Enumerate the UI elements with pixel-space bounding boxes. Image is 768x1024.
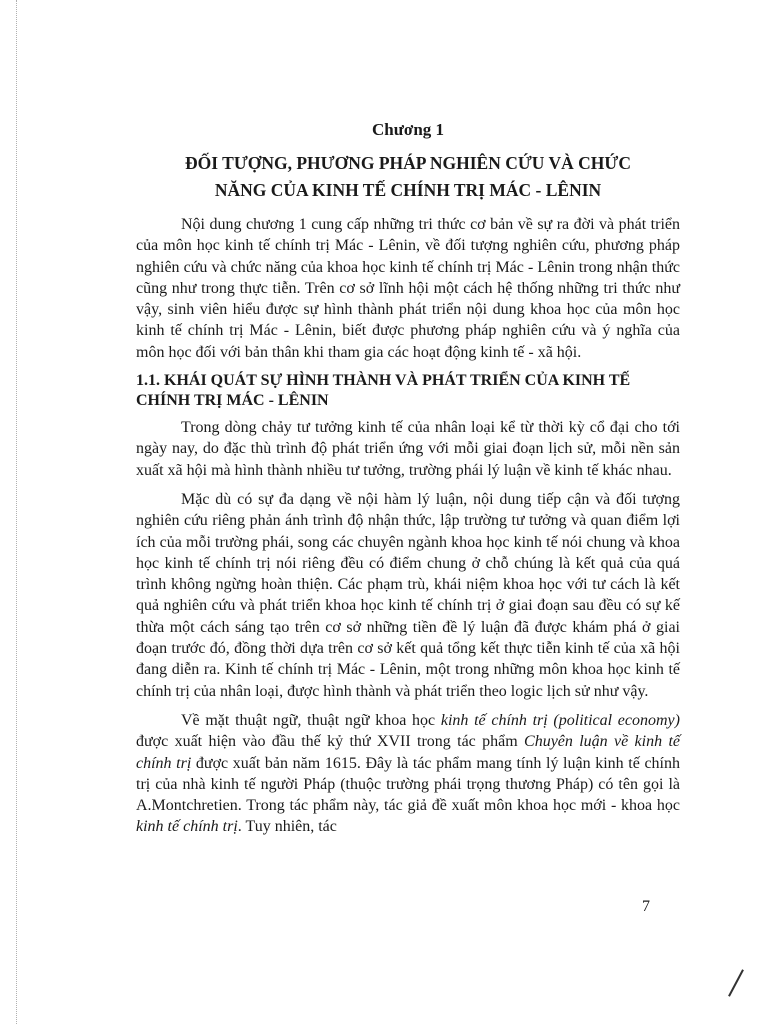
para3-italic-term-2: kinh tế chính trị — [136, 818, 238, 836]
intro-paragraph: Nội dung chương 1 cung cấp những tri thức cơ bản về sự ra đời và phát triển của môn học kinh tế chính trị Mác - Lênin, về đối tượng nghiên cứu, phương pháp nghiên cứu và chức năng của khoa học kinh tế chính trị Mác - Lênin trong nhận thức cũng như trong thực tiễn. Trên cơ sở lĩnh hội một cách hệ thống những tri thức như vậy, sinh viên hiểu được sự hình thành phát triển nội dung khoa học của môn học kinh tế chính trị Mác - Lênin, biết được phương pháp nghiên cứu và ý nghĩa của môn học đối với bản thân khi tham gia các hoạt động kinh tế - xã hội. — [136, 216, 680, 361]
para3-text-4: . Tuy nhiên, tác — [237, 818, 337, 836]
para3-italic-work-title: Chuyên luận về kinh tế chính trị — [136, 733, 680, 772]
page-number: 7 — [642, 898, 650, 915]
body-paragraph-3 — [136, 710, 680, 838]
body-paragraph-1: Trong dòng chảy tư tưởng kinh tế của nhân loại kể từ thời kỳ cổ đại cho tới ngày nay, do đặc thù trình độ phát triển ứng với mỗi giai đoạn lịch sử, mỗi nền sản xuất xã hội mà hình thành nhiều tư tưởng, trường phái lý luận về kinh tế khác nhau. — [136, 419, 680, 479]
section-heading: 1.1. KHÁI QUÁT SỰ HÌNH THÀNH VÀ PHÁT TRIỂN CỦA KINH TẾ CHÍNH TRỊ MÁC - LÊNIN — [136, 372, 631, 410]
chapter-title-line1: ĐỐI TƯỢNG, PHƯƠNG PHÁP NGHIÊN CỨU VÀ CHỨC — [185, 153, 631, 173]
para3-text-2: được xuất hiện vào đầu thế kỷ thứ XVII trong tác phẩm — [136, 733, 525, 751]
body-paragraph-2: Mặc dù có sự đa dạng về nội hàm lý luận, nội dung tiếp cận và đối tượng nghiên cứu riêng phản ánh trình độ nhận thức, lập trường tư tưởng và quan điểm lợi ích của mỗi trường phái, song các chuyên ngành khoa học kinh tế nói chung và khoa học kinh tế chính trị nói riêng đều có điểm chung ở chỗ chúng là kết quả của quá trình không ngừng hoàn thiện. Các phạm trù, khái niệm khoa học với tư cách là kết quả nghiên cứu và phát triển khoa học kinh tế chính trị ở giai đoạn sau đều có sự kế thừa một cách sáng tạo trên cơ sở những tiền đề lý luận đã được khám phá ở giai đoạn trước đó, đồng thời dựa trên cơ sở kết quả tổng kết thực tiễn kinh tế của xã hội đang diễn ra. Kinh tế chính trị Mác - Lênin, một trong những môn khoa học kinh tế chính trị của nhân loại, được hình thành và phát triển theo logic lịch sử như vậy. — [136, 490, 680, 700]
chapter-title — [136, 150, 680, 204]
document-page — [136, 120, 680, 846]
pen-mark — [728, 969, 744, 996]
para3-text-3: được xuất bản năm 1615. Đây là tác phẩm mang tính lý luận kinh tế chính trị của nhà kinh tế người Pháp (thuộc trường phái trọng thương Pháp) có tên gọi là A.Montchretien. Trong tác phẩm này, tác giả đề xuất môn khoa học mới - khoa học — [136, 754, 681, 815]
chapter-label: Chương 1 — [371, 120, 445, 139]
scan-edge-line — [16, 0, 17, 1024]
para3-italic-term-1: kinh tế chính trị (political economy) — [440, 711, 680, 729]
para3-text-1: Về mặt thuật ngữ, thuật ngữ khoa học — [181, 711, 441, 729]
chapter-title-line2: NĂNG CỦA KINH TẾ CHÍNH TRỊ MÁC - LÊNIN — [214, 180, 602, 200]
